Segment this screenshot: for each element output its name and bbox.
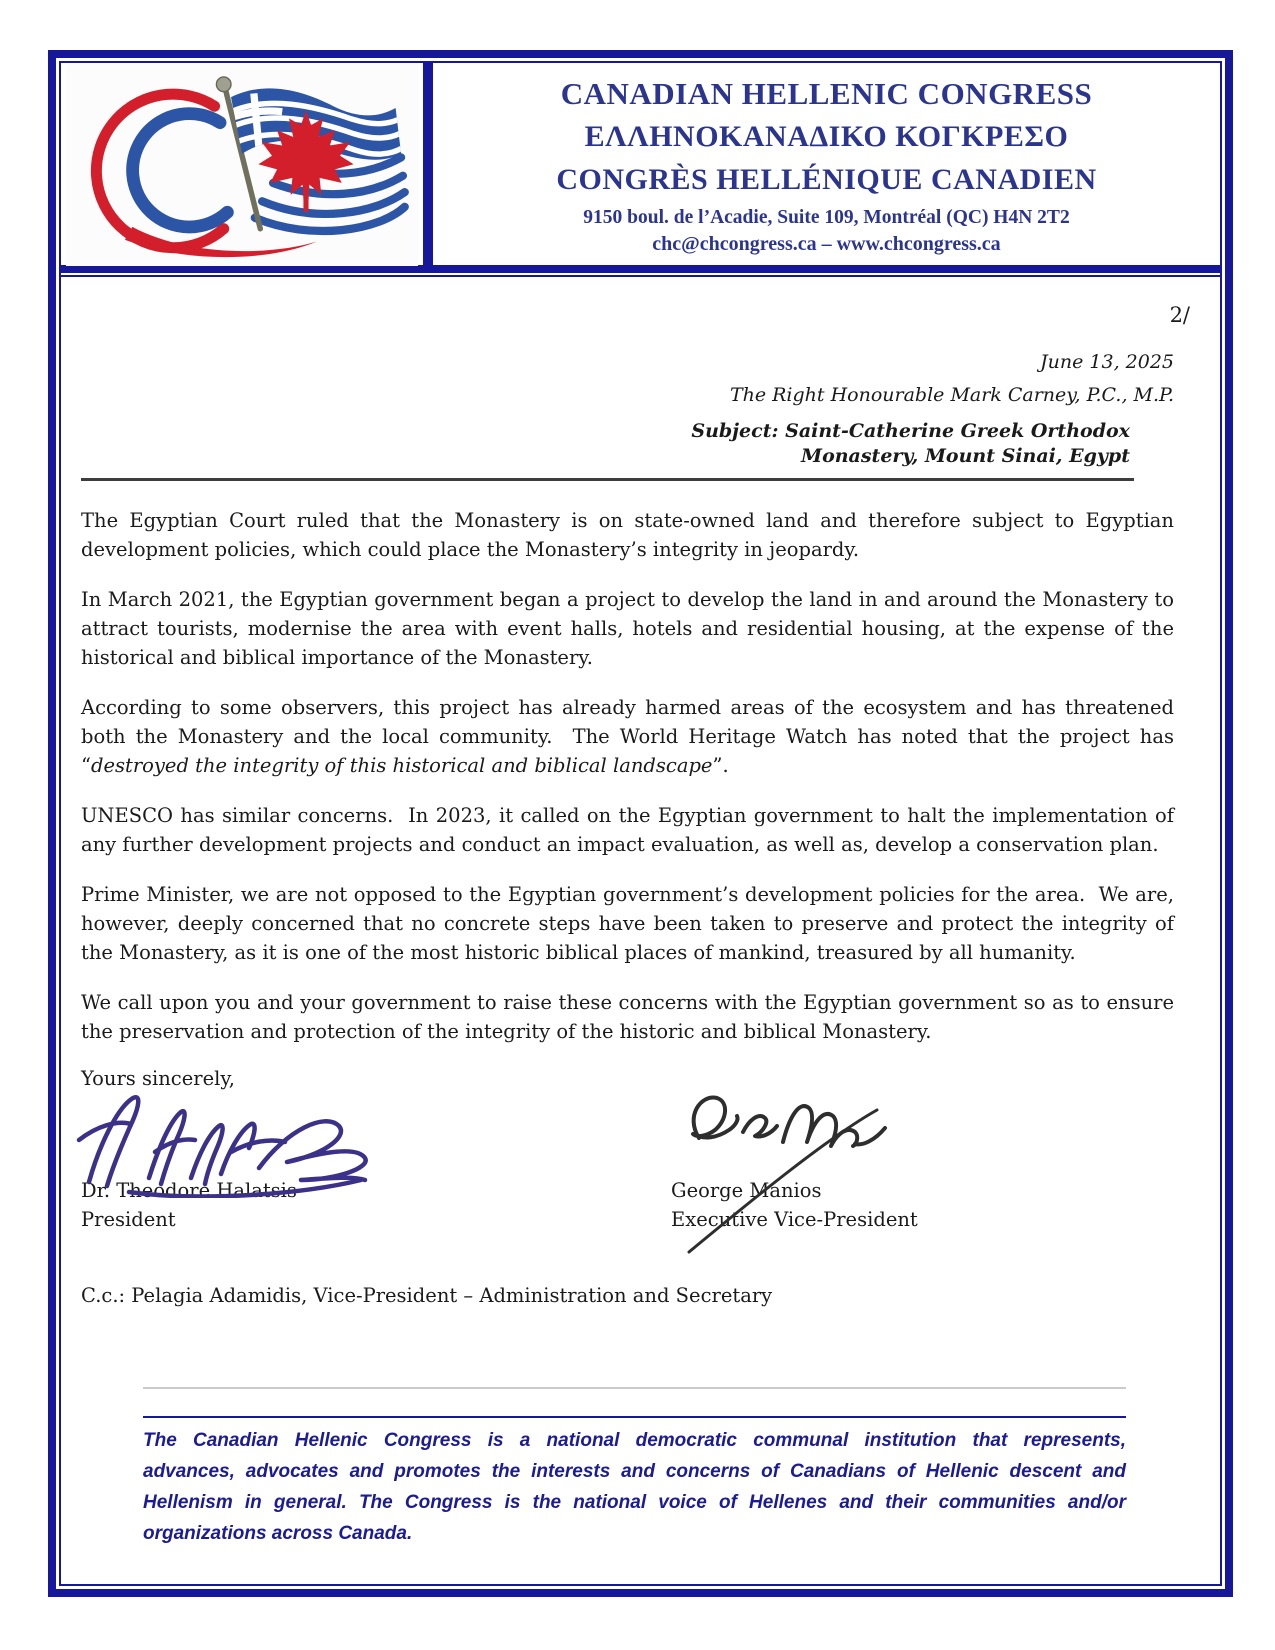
- paragraph-1: The Egyptian Court ruled that the Monastery is on state-owned land and therefore subject to Egyptian development policies, which could place the Monastery’s integrity in jeopardy.: [81, 509, 1181, 561]
- org-name-french: CONGRÈS HELLÉNIQUE CANADIEN: [556, 163, 1097, 196]
- signatory-name: Dr. Theodore Halatsis: [81, 1179, 297, 1202]
- signatory-title: President: [81, 1208, 176, 1231]
- letterhead: [61, 63, 1220, 273]
- org-name-greek: ΕΛΛΗΝΟΚΑΝΑΔΙΚΟ ΚΟΓΚΡΕΣΟ: [584, 120, 1069, 153]
- paragraph-3-quote: destroyed the integrity of this historical and biblical landscape: [90, 754, 713, 777]
- paragraph-6: We call upon you and your government to raise these concerns with the Egyptian government so as to ensure the preservation and protection of the integrity of the historic and biblical Monastery.: [81, 991, 1181, 1043]
- subject-line-1: Subject: Saint-Catherine Greek Orthodox: [691, 420, 1130, 442]
- paragraph-2: In March 2021, the Egyptian government began a project to develop the land in and around the Monastery to attract tourists, modernise the area with event halls, hotels and residential housing, at the expense of the historical and biblical importance of the Monastery.: [81, 588, 1181, 669]
- footer-navy-line: [143, 1416, 1126, 1418]
- org-name-english: CANADIAN HELLENIC CONGRESS: [560, 76, 1093, 111]
- divider-rule: [81, 478, 1134, 481]
- signature-block: [81, 1096, 1174, 1234]
- letter-page: [48, 50, 1233, 1597]
- signatory-title: Executive Vice-President: [671, 1208, 918, 1231]
- org-contact: chc@chcongress.ca – www.chcongress.ca: [652, 233, 1001, 255]
- subject-line: [81, 419, 1174, 469]
- letter-recipient: The Right Honourable Mark Carney, P.C., M.P.: [729, 384, 1174, 406]
- paragraph-3: [81, 693, 1181, 780]
- chc-logo-image: [72, 66, 412, 258]
- logo-cell: [61, 63, 431, 265]
- signature-space: [81, 1096, 671, 1176]
- footer-gray-line: [143, 1387, 1126, 1389]
- subject-line-2: Monastery, Mount Sinai, Egypt: [801, 445, 1130, 467]
- letter-date: June 13, 2025: [1040, 351, 1174, 373]
- signatory-president: [81, 1096, 671, 1234]
- paragraph-4: UNESCO has similar concerns. In 2023, it called on the Egyptian government to halt the implementation of any further development projects and conduct an impact evaluation, as well as, develop a conservation plan.: [81, 804, 1181, 856]
- signature-space: [671, 1096, 1174, 1176]
- letter-body: [81, 506, 1181, 1046]
- footer-line-1: The Canadian Hellenic Congress is a national democratic communal institution that represents,: [143, 1430, 1126, 1451]
- footer-line-2: advances, advocates and promotes the interests and concerns of Canadians of Hellenic descent and: [143, 1461, 1126, 1482]
- letterhead-titles: [431, 63, 1220, 265]
- chc-logo: [66, 62, 418, 266]
- org-address: 9150 boul. de l’Acadie, Suite 109, Montréal (QC) H4N 2T2: [583, 207, 1070, 228]
- page-number: 2/: [1169, 303, 1190, 327]
- footer-line-4: organizations across Canada.: [143, 1523, 413, 1544]
- footer-mission-statement: [143, 1425, 1126, 1549]
- signatory-name: George Manios: [671, 1179, 822, 1202]
- paragraph-3-before-quote: According to some observers, this project has already harmed areas of the ecosystem and has threatened both the Monastery and the local community. The World Heritage Watch has noted that the project has “: [81, 696, 1181, 777]
- paragraph-3-after-quote: ”.: [712, 754, 729, 777]
- page-inner-border: [59, 61, 1222, 1586]
- closing-salutation: Yours sincerely,: [81, 1067, 235, 1090]
- letter-content: [61, 277, 1220, 1549]
- cc-line: C.c.: Pelagia Adamidis, Vice-President – Administration and Secretary: [81, 1284, 773, 1307]
- paragraph-5: Prime Minister, we are not opposed to the Egyptian government’s development policies for the area. We are, however, deeply concerned that no concrete steps have been taken to preserve and protect the integrity of the Monastery, as it is one of the most historic biblical places of mankind, treasured by all humanity.: [81, 883, 1181, 964]
- signatory-vice-president: [671, 1096, 1174, 1234]
- page-footer: [143, 1387, 1126, 1549]
- footer-line-3: Hellenism in general. The Congress is the national voice of Hellenes and their communities and/or: [143, 1492, 1126, 1513]
